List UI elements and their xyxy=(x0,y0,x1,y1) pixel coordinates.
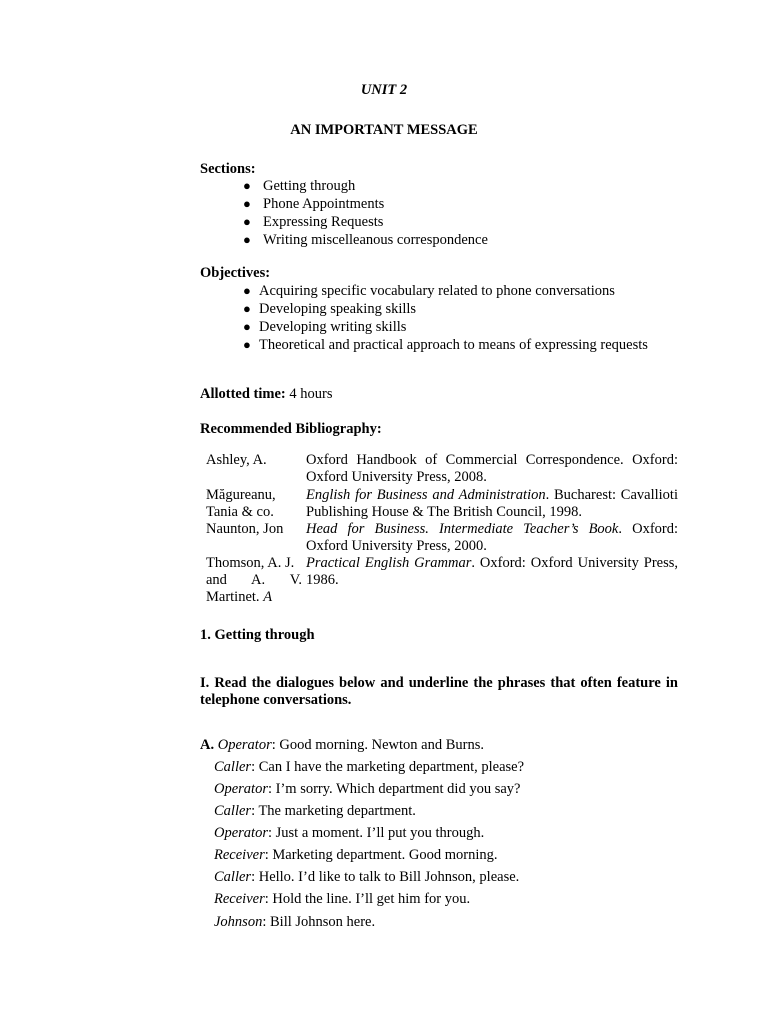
bib-author: Naunton, Jon xyxy=(206,521,284,537)
dialogue-line: Receiver: Marketing department. Good morning. xyxy=(214,847,498,863)
document-page: UNIT 2 AN IMPORTANT MESSAGE Sections: ● Getting through ● Phone Appointments ● Expressing Requests ● Writing miscelleanous correspondence Objectives: ● Acquiring specific vocabulary related to phone conversations ● Developing speaking skills ● Developing writing skills ● Theoretical and practical approach to means of expressing requests Allotted time: 4 hours Recommended Bibliography: Ashley, A. Oxford Handbook of Commercial Correspondence. Oxford: Oxford University Press, 2008. Măgureanu, Tania & co. English for Business and Administration. Bucharest: Cavallioti Publishing House & The British Council, 1998. Naunton, Jon Head for Business. Intermediate Teacher’s Book. Oxford: Oxford University Press, 2000. Thomson, A. J. and A. V. Martinet. A Practical English Grammar. Oxford: Oxford University Press, 1986. 1. Getting through I. Read the dialogues below and underline the phrases that often feature in telephone conversations. A. Operator: Good morning. Newton and Burns. Caller: Can I have the marketing department, please? Operator: I’m sorry. Which department did you say? Caller: The marketing department. Operator: Just a moment. I’ll put you through. Receiver: Marketing department. Good morning. Caller: Hello. I’d like to talk to Bill Johnson, please. Receiver: Hold the line. I’ll get him for you. Johnson: Bill Johnson here. xyxy=(0,0,768,1024)
bibliography-entry xyxy=(206,555,678,607)
bib-reference: English for Business and Administration. Bucharest: Cavallioti Publishing House & The British Council, 1998. xyxy=(306,487,678,520)
page-title: AN IMPORTANT MESSAGE xyxy=(290,122,478,138)
dialogue-line: Caller: Hello. I’d like to talk to Bill Johnson, please. xyxy=(214,869,520,885)
bib-reference: Head for Business. Intermediate Teacher’s Book. Oxford: Oxford University Press, 2000. xyxy=(306,521,678,554)
dialogue-label: A. xyxy=(200,737,215,753)
unit-label: UNIT 2 xyxy=(360,82,408,98)
dialogue-line: Caller: The marketing department. xyxy=(214,803,416,819)
bibliography-entry xyxy=(206,452,678,487)
bib-reference: Oxford Handbook of Commercial Correspondence. Oxford: Oxford University Press, 2008. xyxy=(306,452,678,485)
bib-author: Ashley, A. xyxy=(206,452,267,468)
bib-author: Thomson, A. J. and A. V. Martinet. A xyxy=(206,555,302,605)
dialogue-line: Operator: I’m sorry. Which department did you say? xyxy=(214,781,521,797)
dialogue-line: Receiver: Hold the line. I’ll get him for you. xyxy=(214,891,471,907)
dialogue-line: A. Operator: Good morning. Newton and Burns. xyxy=(200,737,484,753)
bibliography-table xyxy=(206,452,678,607)
sections-heading: Sections: xyxy=(200,161,256,177)
bibliography-heading: Recommended Bibliography: xyxy=(200,421,382,437)
bib-reference: Practical English Grammar. Oxford: Oxford University Press, 1986. xyxy=(306,555,678,588)
allotted-time-value: 4 hours xyxy=(285,386,333,402)
exercise-instruction: I. Read the dialogues below and underline the phrases that often feature in telephone conversations. xyxy=(200,675,678,708)
section-heading: 1. Getting through xyxy=(200,627,315,643)
objectives-heading: Objectives: xyxy=(200,265,271,281)
allotted-time xyxy=(200,386,333,403)
allotted-time-label: Allotted time: xyxy=(200,386,286,402)
dialogue-line: Operator: Just a moment. I’ll put you through. xyxy=(214,825,485,841)
bib-author: Măgureanu, Tania & co. xyxy=(206,487,276,520)
bibliography-entry xyxy=(206,487,678,521)
bibliography-entry xyxy=(206,521,678,555)
dialogue-line: Johnson: Bill Johnson here. xyxy=(214,914,376,930)
dialogue-line: Caller: Can I have the marketing department, please? xyxy=(214,759,525,775)
